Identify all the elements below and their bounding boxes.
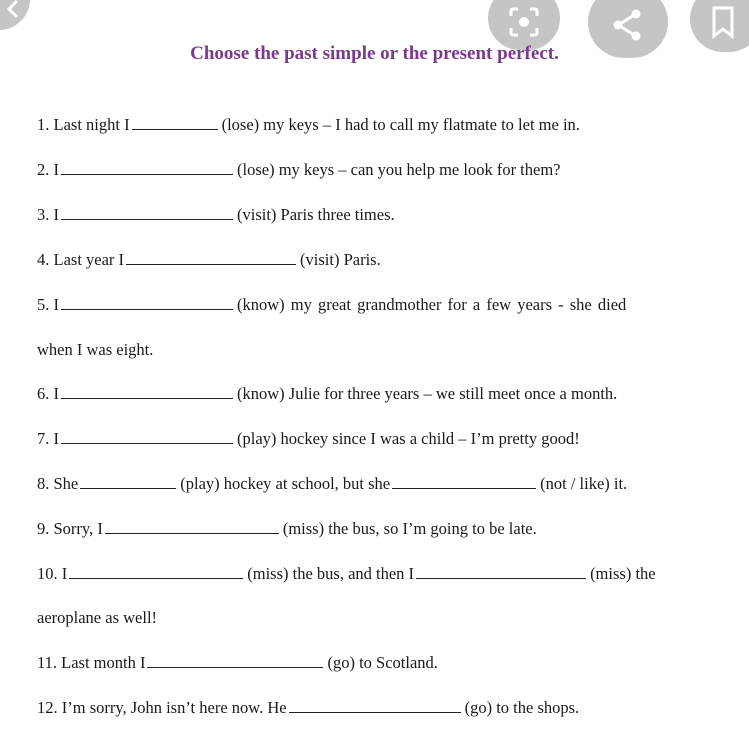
item-prefix: 8. She <box>37 474 79 493</box>
answer-blank[interactable] <box>61 384 233 399</box>
item-text: (lose) my keys – I had to call my flatmate to let me in. <box>221 115 580 134</box>
answer-blank[interactable] <box>132 115 218 130</box>
item-text: (know) my great grandmother for a few years - she died <box>237 295 627 314</box>
item-prefix: 9. Sorry, I <box>37 519 103 538</box>
item-prefix: 2. I <box>37 160 59 179</box>
item-prefix: 12. I’m sorry, John isn’t here now. He <box>37 698 287 717</box>
exercise-item-4 <box>37 250 381 270</box>
answer-blank[interactable] <box>392 474 536 489</box>
answer-blank[interactable] <box>69 564 243 579</box>
exercise-item-2 <box>37 160 561 180</box>
exercise-item-7 <box>37 429 580 449</box>
item-text: (visit) Paris three times. <box>237 205 395 224</box>
item-prefix: 7. I <box>37 429 59 448</box>
item-text: (go) to the shops. <box>464 698 580 717</box>
exercise-item-9 <box>37 519 537 539</box>
exercise-item-1 <box>37 115 580 135</box>
lens-icon <box>506 4 542 40</box>
exercise-item-6 <box>37 384 617 404</box>
item-prefix: 10. I <box>37 564 68 583</box>
exercise-item-5-continued: when I was eight. <box>37 340 154 359</box>
answer-blank[interactable] <box>80 474 176 489</box>
answer-blank[interactable] <box>105 519 279 534</box>
item-text: (know) Julie for three years – we still meet once a month. <box>237 384 618 403</box>
item-prefix: 6. I <box>37 384 59 403</box>
chevron-left-icon <box>3 0 25 20</box>
answer-blank[interactable] <box>147 653 323 668</box>
back-button[interactable] <box>0 0 30 30</box>
answer-blank[interactable] <box>126 250 296 265</box>
share-icon <box>608 5 648 45</box>
exercise-item-5 <box>37 295 626 315</box>
answer-blank[interactable] <box>61 295 233 310</box>
answer-blank[interactable] <box>61 429 233 444</box>
answer-blank[interactable] <box>61 205 233 220</box>
answer-blank[interactable] <box>289 698 461 713</box>
bookmark-icon <box>708 5 738 39</box>
item-text: (play) hockey at school, but she <box>180 474 391 493</box>
worksheet-title: Choose the past simple or the present perfect. <box>190 43 559 64</box>
item-text: (miss) the bus, and then I <box>247 564 415 583</box>
exercise-item-3 <box>37 205 395 225</box>
exercise-item-12 <box>37 698 579 718</box>
item-text: (lose) my keys – can you help me look for them? <box>237 160 561 179</box>
item-prefix: 1. Last night I <box>37 115 130 134</box>
item-text: (miss) the bus, so I’m going to be late. <box>282 519 537 538</box>
item-prefix: 4. Last year I <box>37 250 125 269</box>
item-prefix: 3. I <box>37 205 59 224</box>
exercise-item-11 <box>37 653 438 673</box>
exercise-item-8 <box>37 474 627 494</box>
item-text: (play) hockey since I was a child – I’m pretty good! <box>237 429 580 448</box>
exercise-item-10 <box>37 564 656 584</box>
item-prefix: 11. Last month I <box>37 653 146 672</box>
item-text-end: (not / like) it. <box>540 474 628 493</box>
item-text: (visit) Paris. <box>300 250 381 269</box>
item-text: (go) to Scotland. <box>327 653 438 672</box>
item-prefix: 5. I <box>37 295 59 314</box>
answer-blank[interactable] <box>61 160 233 175</box>
item-text-end: (miss) the <box>590 564 656 583</box>
answer-blank[interactable] <box>416 564 586 579</box>
exercise-item-10-continued: aeroplane as well! <box>37 608 158 627</box>
